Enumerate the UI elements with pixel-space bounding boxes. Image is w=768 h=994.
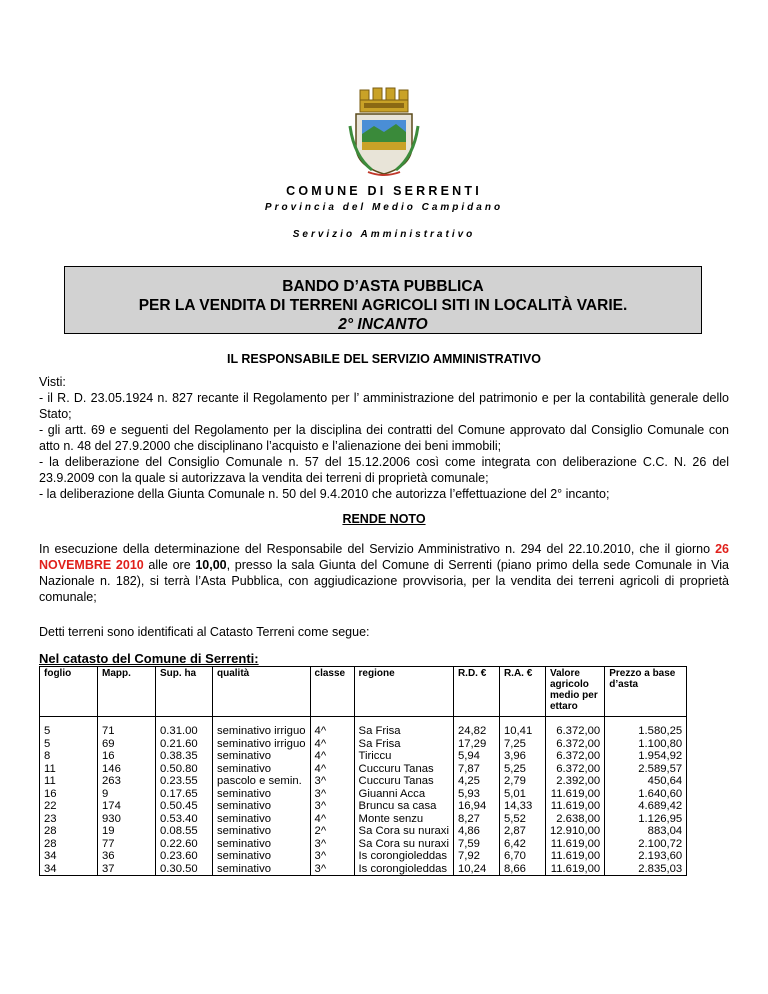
auction-date: 26 NOVEMBRE 2010 <box>39 542 729 572</box>
table-cell: 0.17.65 <box>156 788 213 801</box>
esecuzione-text: In esecuzione della determinazione del Responsabile del Servizio Amministrativo n. 294 del 22.10.2010, che il giorno <box>39 542 716 556</box>
table-row <box>40 750 687 763</box>
table-cell: 2,87 <box>499 825 545 838</box>
table-cell: 4^ <box>310 750 354 763</box>
table-cell: Monte senzu <box>354 813 453 826</box>
table-cell: seminativo <box>213 800 311 813</box>
table-cell: 3,96 <box>499 750 545 763</box>
table-cell: 0.21.60 <box>156 738 213 751</box>
table-cell: 71 <box>98 725 156 738</box>
table-header-row <box>40 667 687 717</box>
table-cell: 2^ <box>310 825 354 838</box>
table-cell: 5,25 <box>499 763 545 776</box>
table-row <box>40 763 687 776</box>
title-line-2: PER LA VENDITA DI TERRENI AGRICOLI SITI IN LOCALITÀ VARIE. <box>138 297 628 314</box>
table-cell: 5,52 <box>499 813 545 826</box>
table-spacer-row <box>40 717 687 726</box>
table-cell: 5,01 <box>499 788 545 801</box>
table-cell: seminativo <box>213 838 311 851</box>
auction-time: 10,00 <box>195 558 227 572</box>
table-cell: 34 <box>40 850 98 863</box>
table-cell: 11 <box>40 775 98 788</box>
terreni-table <box>39 666 687 876</box>
column-header: Mapp. <box>98 667 156 717</box>
table-cell: 8,27 <box>453 813 499 826</box>
table-cell: 883,04 <box>605 825 687 838</box>
table-cell: 10,41 <box>499 725 545 738</box>
table-cell: 3^ <box>310 838 354 851</box>
column-header: classe <box>310 667 354 717</box>
table-cell: 24,82 <box>453 725 499 738</box>
table-cell: 0.50.80 <box>156 763 213 776</box>
table-row <box>40 788 687 801</box>
table-cell: 11.619,00 <box>545 850 604 863</box>
table-cell: 7,59 <box>453 838 499 851</box>
table-cell: 1.580,25 <box>605 725 687 738</box>
table-cell: 1.954,92 <box>605 750 687 763</box>
table-cell: Sa Cora su nuraxi <box>354 825 453 838</box>
table-cell: 1.126,95 <box>605 813 687 826</box>
esecuzione-text: alle ore <box>143 558 196 572</box>
table-cell: Cuccuru Tanas <box>354 775 453 788</box>
visti-line: Visti: <box>39 375 66 389</box>
comune-name: COMUNE DI SERRENTI <box>286 184 482 198</box>
table-cell: 3^ <box>310 800 354 813</box>
table-cell: 16 <box>98 750 156 763</box>
table-cell: 28 <box>40 838 98 851</box>
table-cell: Sa Frisa <box>354 725 453 738</box>
table-cell: 6,42 <box>499 838 545 851</box>
column-header: R.D. € <box>453 667 499 717</box>
servizio-name: Servizio Amministrativo <box>292 229 476 240</box>
table-cell: 1.100,80 <box>605 738 687 751</box>
table-cell: 10,24 <box>453 863 499 876</box>
table-cell: 4^ <box>310 738 354 751</box>
catasto-heading: Nel catasto del Comune di Serrenti: <box>39 651 259 666</box>
table-cell: seminativo <box>213 788 311 801</box>
municipal-crest-icon <box>346 86 422 178</box>
esecuzione-paragraph <box>39 541 729 605</box>
table-cell: 6.372,00 <box>545 738 604 751</box>
table-cell: 0.50.45 <box>156 800 213 813</box>
table-cell: 0.53.40 <box>156 813 213 826</box>
table-cell: 6.372,00 <box>545 763 604 776</box>
table-cell: 6.372,00 <box>545 750 604 763</box>
table-cell: 11 <box>40 763 98 776</box>
table-cell: 19 <box>98 825 156 838</box>
table-row <box>40 863 687 876</box>
table-cell: seminativo irriguo <box>213 725 311 738</box>
table-cell: 17,29 <box>453 738 499 751</box>
table-cell: seminativo <box>213 763 311 776</box>
table-row <box>40 775 687 788</box>
table-cell: 6.372,00 <box>545 725 604 738</box>
table-cell: Tiriccu <box>354 750 453 763</box>
table-cell: 36 <box>98 850 156 863</box>
table-cell: 450,64 <box>605 775 687 788</box>
table-cell: 1.640,60 <box>605 788 687 801</box>
table-cell: 6,70 <box>499 850 545 863</box>
column-header: Valore agricolo medio per ettaro <box>545 667 604 717</box>
title-line-3: 2° INCANTO <box>338 316 428 333</box>
table-cell: 8 <box>40 750 98 763</box>
table-cell: seminativo <box>213 850 311 863</box>
visti-line: - la deliberazione della Giunta Comunale n. 50 del 9.4.2010 che autorizza l’effettuazione del 2° incanto; <box>39 487 610 501</box>
visti-section <box>39 374 729 502</box>
column-header: regione <box>354 667 453 717</box>
table-row <box>40 838 687 851</box>
table-cell: 7,25 <box>499 738 545 751</box>
table-row <box>40 825 687 838</box>
table-cell: 11.619,00 <box>545 863 604 876</box>
table-cell: 146 <box>98 763 156 776</box>
table-cell: Cuccuru Tanas <box>354 763 453 776</box>
table-cell: pascolo e semin. <box>213 775 311 788</box>
visti-line: - la deliberazione del Consiglio Comunale n. 57 del 15.12.2006 così come integrata con deliberazione C.C. N. 26 del 23.9.2009 con la quale si autorizzava la vendita dei terreni di proprietà comunale; <box>39 455 729 485</box>
table-cell: 7,92 <box>453 850 499 863</box>
table-cell: 11.619,00 <box>545 800 604 813</box>
detti-paragraph: Detti terreni sono identificati al Catasto Terreni come segue: <box>39 625 370 639</box>
table-cell: 3^ <box>310 863 354 876</box>
table-cell: seminativo <box>213 825 311 838</box>
table-cell: 4^ <box>310 725 354 738</box>
title-box <box>64 266 702 334</box>
table-cell: Sa Frisa <box>354 738 453 751</box>
table-row <box>40 850 687 863</box>
table-cell: Is corongioleddas <box>354 863 453 876</box>
table-row <box>40 800 687 813</box>
column-header: qualità <box>213 667 311 717</box>
table-cell: 8,66 <box>499 863 545 876</box>
table-cell: 2.835,03 <box>605 863 687 876</box>
table-cell: 37 <box>98 863 156 876</box>
table-cell: 5,94 <box>453 750 499 763</box>
title-line-1: BANDO D’ASTA PUBBLICA <box>282 278 484 295</box>
table-cell: 22 <box>40 800 98 813</box>
table-cell: 4^ <box>310 763 354 776</box>
table-cell: 4,25 <box>453 775 499 788</box>
table-cell: Is corongioleddas <box>354 850 453 863</box>
table-cell: 0.30.50 <box>156 863 213 876</box>
table-cell: 34 <box>40 863 98 876</box>
table-cell: 2.392,00 <box>545 775 604 788</box>
table-cell: 11.619,00 <box>545 838 604 851</box>
table-cell: 7,87 <box>453 763 499 776</box>
table-cell: 77 <box>98 838 156 851</box>
table-cell: 5 <box>40 725 98 738</box>
table-cell: 930 <box>98 813 156 826</box>
rende-noto-heading: RENDE NOTO <box>342 512 426 526</box>
table-cell: 69 <box>98 738 156 751</box>
table-cell: 12.910,00 <box>545 825 604 838</box>
table-cell: 9 <box>98 788 156 801</box>
table-cell: 11.619,00 <box>545 788 604 801</box>
table-cell: 0.23.55 <box>156 775 213 788</box>
table-cell: 3^ <box>310 850 354 863</box>
column-header: Sup. ha <box>156 667 213 717</box>
table-cell: 0.31.00 <box>156 725 213 738</box>
table-cell: 0.38.35 <box>156 750 213 763</box>
table-cell: 2,79 <box>499 775 545 788</box>
table-cell: 16 <box>40 788 98 801</box>
table-cell: 28 <box>40 825 98 838</box>
table-cell: 0.08.55 <box>156 825 213 838</box>
table-cell: Giuanni Acca <box>354 788 453 801</box>
table-cell: 14,33 <box>499 800 545 813</box>
table-cell: 3^ <box>310 775 354 788</box>
table-cell: Bruncu sa casa <box>354 800 453 813</box>
table-cell: 0.23.60 <box>156 850 213 863</box>
visti-line: - il R. D. 23.05.1924 n. 827 recante il Regolamento per l’ amministrazione del patrimonio e per la contabilità generale dello Stato; <box>39 391 729 421</box>
table-cell: seminativo <box>213 813 311 826</box>
table-cell: seminativo <box>213 863 311 876</box>
column-header: R.A. € <box>499 667 545 717</box>
table-cell: 4,86 <box>453 825 499 838</box>
table-cell: 23 <box>40 813 98 826</box>
table-cell: Sa Cora su nuraxi <box>354 838 453 851</box>
table-cell: 16,94 <box>453 800 499 813</box>
esecuzione-text: , presso la sala Giunta del Comune di Serrenti (piano primo della sede Comunale in Via Nazionale n. 182), si terrà l’Asta Pubblica, con aggiudicazione provvisoria, per la vendita dei terreni agricoli di proprietà comunale; <box>39 558 729 604</box>
table-cell: seminativo irriguo <box>213 738 311 751</box>
table-cell: 5,93 <box>453 788 499 801</box>
table-cell: seminativo <box>213 750 311 763</box>
table-cell: 2.193,60 <box>605 850 687 863</box>
provincia-name: Provincia del Medio Campidano <box>264 202 504 213</box>
table-cell: 2.589,57 <box>605 763 687 776</box>
table-cell: 2.638,00 <box>545 813 604 826</box>
column-header: Prezzo a base d’asta <box>605 667 687 717</box>
visti-line: - gli artt. 69 e seguenti del Regolamento per la disciplina dei contratti del Comune approvato dal Consiglio Comunale con atto n. 48 del 27.9.2000 che disciplinano l’acquisto e l’alienazione dei beni immobili; <box>39 423 729 453</box>
table-row <box>40 725 687 738</box>
table-row <box>40 738 687 751</box>
table-cell: 0.22.60 <box>156 838 213 851</box>
table-cell: 4^ <box>310 813 354 826</box>
table-cell: 4.689,42 <box>605 800 687 813</box>
column-header: foglio <box>40 667 98 717</box>
table-cell: 2.100,72 <box>605 838 687 851</box>
table-cell: 5 <box>40 738 98 751</box>
responsabile-heading: IL RESPONSABILE DEL SERVIZIO AMMINISTRATIVO <box>227 352 541 366</box>
table-row <box>40 813 687 826</box>
table-cell: 3^ <box>310 788 354 801</box>
table-cell: 174 <box>98 800 156 813</box>
table-cell: 263 <box>98 775 156 788</box>
